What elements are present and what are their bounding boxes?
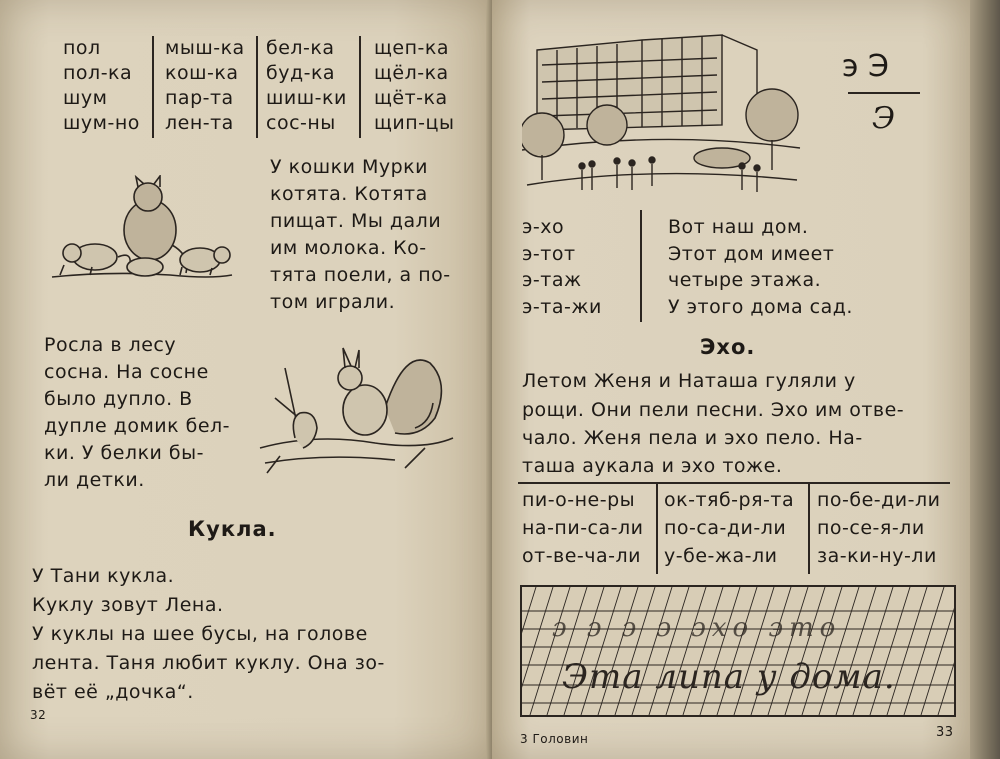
syllable: э-та-жи (522, 296, 602, 318)
syllable: сос-ны (266, 112, 336, 134)
section-heading: Кукла. (188, 517, 277, 541)
copybook-slant-line (938, 587, 954, 715)
text-line: было дупло. В (44, 388, 193, 410)
table-cell: у-бе-жа-ли (664, 545, 778, 567)
text-line: сосна. На сосне (44, 361, 209, 383)
syllable: щёл-ка (374, 62, 449, 84)
column-divider (152, 36, 154, 138)
syllable: э-тот (522, 243, 576, 265)
table-cell: по-бе-ди-ли (817, 489, 941, 511)
column-divider (656, 482, 658, 574)
syllable: шиш-ки (266, 87, 347, 109)
syllable: щип-цы (374, 112, 455, 134)
syllable: э-хо (522, 216, 565, 238)
text-line: им молока. Ко- (270, 237, 427, 259)
syllable: шум-но (63, 112, 140, 134)
syllable: лен-та (165, 112, 234, 134)
text-line: вёт её „дочка“. (32, 681, 194, 703)
syllable: бел-ка (266, 37, 335, 59)
table-rule (518, 482, 950, 484)
syllable: пол-ка (63, 62, 133, 84)
text-line: Этот дом имеет (668, 243, 835, 265)
text-line: ли детки. (44, 469, 145, 491)
syllable: кош-ка (165, 62, 239, 84)
page-number: 32 (30, 708, 47, 722)
page-edges (970, 0, 1000, 759)
syllable: пар-та (165, 87, 234, 109)
footer-signature: 3 Головин (520, 732, 589, 746)
section-heading: Эхо. (700, 335, 756, 359)
table-cell: за-ки-ну-ли (817, 545, 937, 567)
text-line: тята поели, а по- (270, 264, 451, 286)
text-line: пищат. Мы дали (270, 210, 442, 232)
letter-cursive: Э (872, 101, 895, 136)
table-cell: пи-о-не-ры (522, 489, 636, 511)
syllable: пол (63, 37, 101, 59)
text-line: чало. Женя пела и эхо пело. На- (522, 427, 863, 449)
column-divider (808, 482, 810, 574)
text-line: Росла в лесу (44, 334, 177, 356)
syllable: мыш-ка (165, 37, 245, 59)
copybook-line: Эта липа у дома. (562, 657, 896, 697)
table-cell: по-са-ди-ли (664, 517, 787, 539)
syllable: буд-ка (266, 62, 336, 84)
table-cell: ок-тяб-ря-та (664, 489, 795, 511)
text-line: четыре этажа. (668, 269, 822, 291)
page-number: 33 (936, 725, 954, 740)
copybook-slant-line (904, 587, 944, 715)
text-line: У кошки Мурки (270, 156, 428, 178)
text-line: лента. Таня любит куклу. Она зо- (32, 652, 385, 674)
table-cell: от-ве-ча-ли (522, 545, 642, 567)
text-line: дупле домик бел- (44, 415, 231, 437)
text-line: Вот наш дом. (668, 216, 809, 238)
syllable: щеп-ка (374, 37, 449, 59)
text-line: ки. У белки бы- (44, 442, 205, 464)
letter-print: э Э (842, 49, 889, 84)
copybook-slant-line (522, 587, 536, 715)
school-building-illustration (522, 30, 802, 200)
text-line: том играли. (270, 291, 396, 313)
squirrel-illustration (255, 338, 455, 483)
copybook-line: э э э э эхо это (552, 613, 842, 643)
text-line: котята. Котята (270, 183, 428, 205)
text-line: У куклы на шее бусы, на голове (32, 623, 368, 645)
text-line: рощи. Они пели песни. Эхо им отве- (522, 399, 905, 421)
column-divider (640, 210, 642, 322)
copybook-practice-area (520, 585, 956, 717)
copybook-slant-line (921, 587, 954, 715)
copybook-slant-line (522, 587, 553, 715)
column-divider (359, 36, 361, 138)
table-cell: на-пи-са-ли (522, 517, 644, 539)
text-line: У этого дома сад. (668, 296, 853, 318)
column-divider (256, 36, 258, 138)
letter-divider (848, 92, 920, 94)
syllable: шум (63, 87, 108, 109)
syllable: щёт-ка (374, 87, 448, 109)
cat-with-kittens-illustration (50, 175, 235, 290)
text-line: Летом Женя и Наташа гуляли у (522, 370, 856, 392)
text-line: таша аукала и эхо тоже. (522, 455, 783, 477)
text-line: У Тани кукла. (32, 565, 175, 587)
text-line: Куклу зовут Лена. (32, 594, 224, 616)
table-cell: по-се-я-ли (817, 517, 925, 539)
syllable: э-таж (522, 269, 582, 291)
